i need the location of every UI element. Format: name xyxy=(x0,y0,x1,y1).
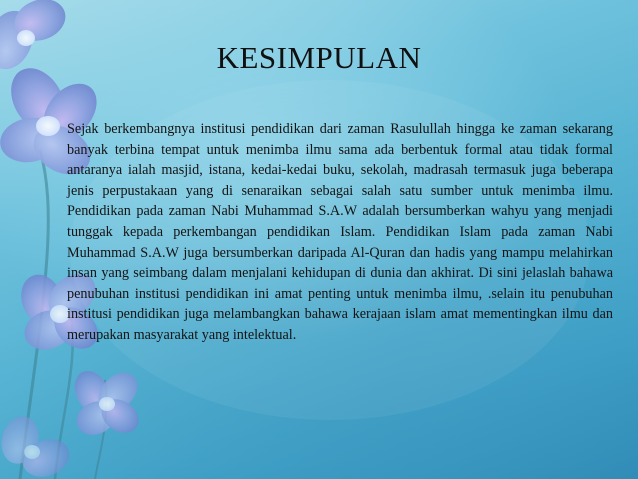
slide-title: KESIMPULAN xyxy=(216,40,422,75)
slide-body-text: Sejak berkembangnya institusi pendidikan dari zaman Rasulullah hingga ke zaman sekarang banyak terbina tempat untuk menimba ilmu sama ada berbentuk formal atau tidak formal antaranya ialah masjid, istana, kedai-kedai buku, sekolah, madrasah termasuk juga beberapa jenis perpustakaan yang di senaraikan sebagai salah satu sumber untuk menimba ilmu. Pendidikan pada zaman Nabi Muhammad S.A.W adalah bersumberkan wahyu yang menjadi tunggak kepada perkembangan pendidikan Islam. Pendidikan Islam pada zaman Nabi Muhammad S.A.W juga bersumberkan daripada Al-Quran dan hadis yang mampu melahirkan insan yang seimbang dalam menjalani kehidupan di dunia dan akhirat. Di sini jelaslah bahawa penubuhan institusi pendidikan ini amat penting untuk menimba ilmu, .selain itu penubuhan institusi pendidikan juga melambangkan bahawa kerajaan islam amat mementingkan ilmu dan merupakan masyarakat yang intelektual. xyxy=(67,121,613,343)
flower-icon xyxy=(68,365,145,441)
